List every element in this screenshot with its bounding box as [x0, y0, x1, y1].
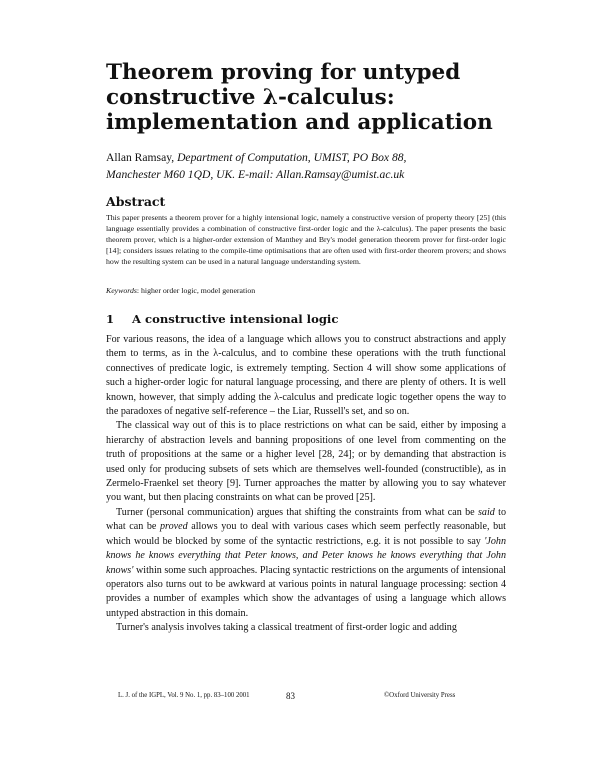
p3-quote: 'John knows he knows everything that Peter knows, and Peter knows he knows everything that John knows'	[106, 535, 506, 576]
author-block	[106, 149, 506, 183]
p3-text-d: within some such approaches. Placing syntactic restrictions on the arguments of intensional operators also turns out to be awkward at various points in natural language processing: section 4 provides a number of examples which show the advantages of using a language which allows untyped abstraction in this domain.	[106, 564, 506, 619]
title-line: Theorem proving for untyped	[106, 60, 461, 85]
abstract-text: This paper presents a theorem prover for a highly intensional logic, namely a constructive version of property theory [25] (this language essentially provides a combination of constructive first-order logic and the λ-calculus). The paper presents the basic theorem prover, which is a higher-order extension of Manthey and Bry's model generation theorem prover for first-order logic [14]; considers issues relating to the compile-time optimisations that are often used with first-order theorem provers; and shows how the resulting system can be used in a natural language understanding system.	[106, 213, 506, 266]
footer-journal: L. J. of the IGPL, Vol. 9 No. 1, pp. 83–100 2001	[118, 692, 250, 699]
p3-text-b: to what can be	[106, 506, 506, 533]
p3-emph-proved: proved	[160, 521, 188, 533]
paragraph-1: For various reasons, the idea of a language which allows you to construct abstractions and apply them to terms, as in the λ-calculus, and to combine these operations with the truth functional connectives of predicate logic, is extremely tempting. Section 4 will show some applications of such a higher-order logic for natural language processing, and there are plenty of others. It is well known, however, that simply adding the λ-calculus and predicate logic together opens the way to the paradoxes of negative self-reference – the Liar, Russell's set, and so on.	[106, 334, 506, 418]
keywords-text: : higher order logic, model generation	[136, 286, 256, 295]
section-body	[106, 333, 506, 636]
footer-publisher: ©Oxford University Press	[384, 692, 456, 699]
author-line-1	[106, 149, 506, 166]
author-affiliation: Department of Computation, UMIST, PO Box 88,	[177, 151, 407, 164]
section-number: 1	[106, 312, 115, 326]
section-heading	[106, 312, 338, 326]
author-address-email: Manchester M60 1QD, UK. E-mail: Allan.Ramsay@umist.ac.uk	[106, 168, 405, 181]
p3-text-c: allows you to deal with various cases which seem perfectly reasonable, but which would be blocked by some of the syntactic restrictions, e.g. it is not possible to say	[106, 521, 506, 547]
paragraph-4: Turner's analysis involves taking a classical treatment of first-order logic and adding	[116, 622, 457, 634]
section-title: A constructive intensional logic	[132, 312, 339, 326]
footer-page-number: 83	[286, 691, 295, 701]
keywords	[106, 286, 506, 295]
keywords-label: Keywords	[106, 286, 137, 295]
p3-emph-said: said	[477, 506, 495, 518]
page-footer	[106, 691, 506, 703]
paper-title	[106, 60, 506, 135]
paragraph-3	[106, 506, 506, 621]
paragraph-2: The classical way out of this is to place restrictions on what can be said, either by imposing a hierarchy of abstraction levels and banning propositions of one level from commenting on the truth of propositions at the same or a higher level [28, 24]; or by demanding that abstraction is used only for producing subsets of sets which are themselves well-founded (constructible), as in Zermelo-Fraenkel set theory [9]. Turner approaches the matter by allowing you to say whatever you want, but then placing constraints on what can be proved [25].	[106, 420, 506, 504]
p3-text-a: Turner (personal communication) argues that shifting the constraints from what can be	[116, 506, 478, 518]
abstract-heading: Abstract	[106, 194, 166, 209]
author-line-2	[106, 166, 506, 183]
title-line: implementation and application	[106, 110, 493, 135]
title-line: constructive λ-calculus:	[106, 85, 395, 110]
author-name: Allan Ramsay,	[106, 151, 178, 164]
